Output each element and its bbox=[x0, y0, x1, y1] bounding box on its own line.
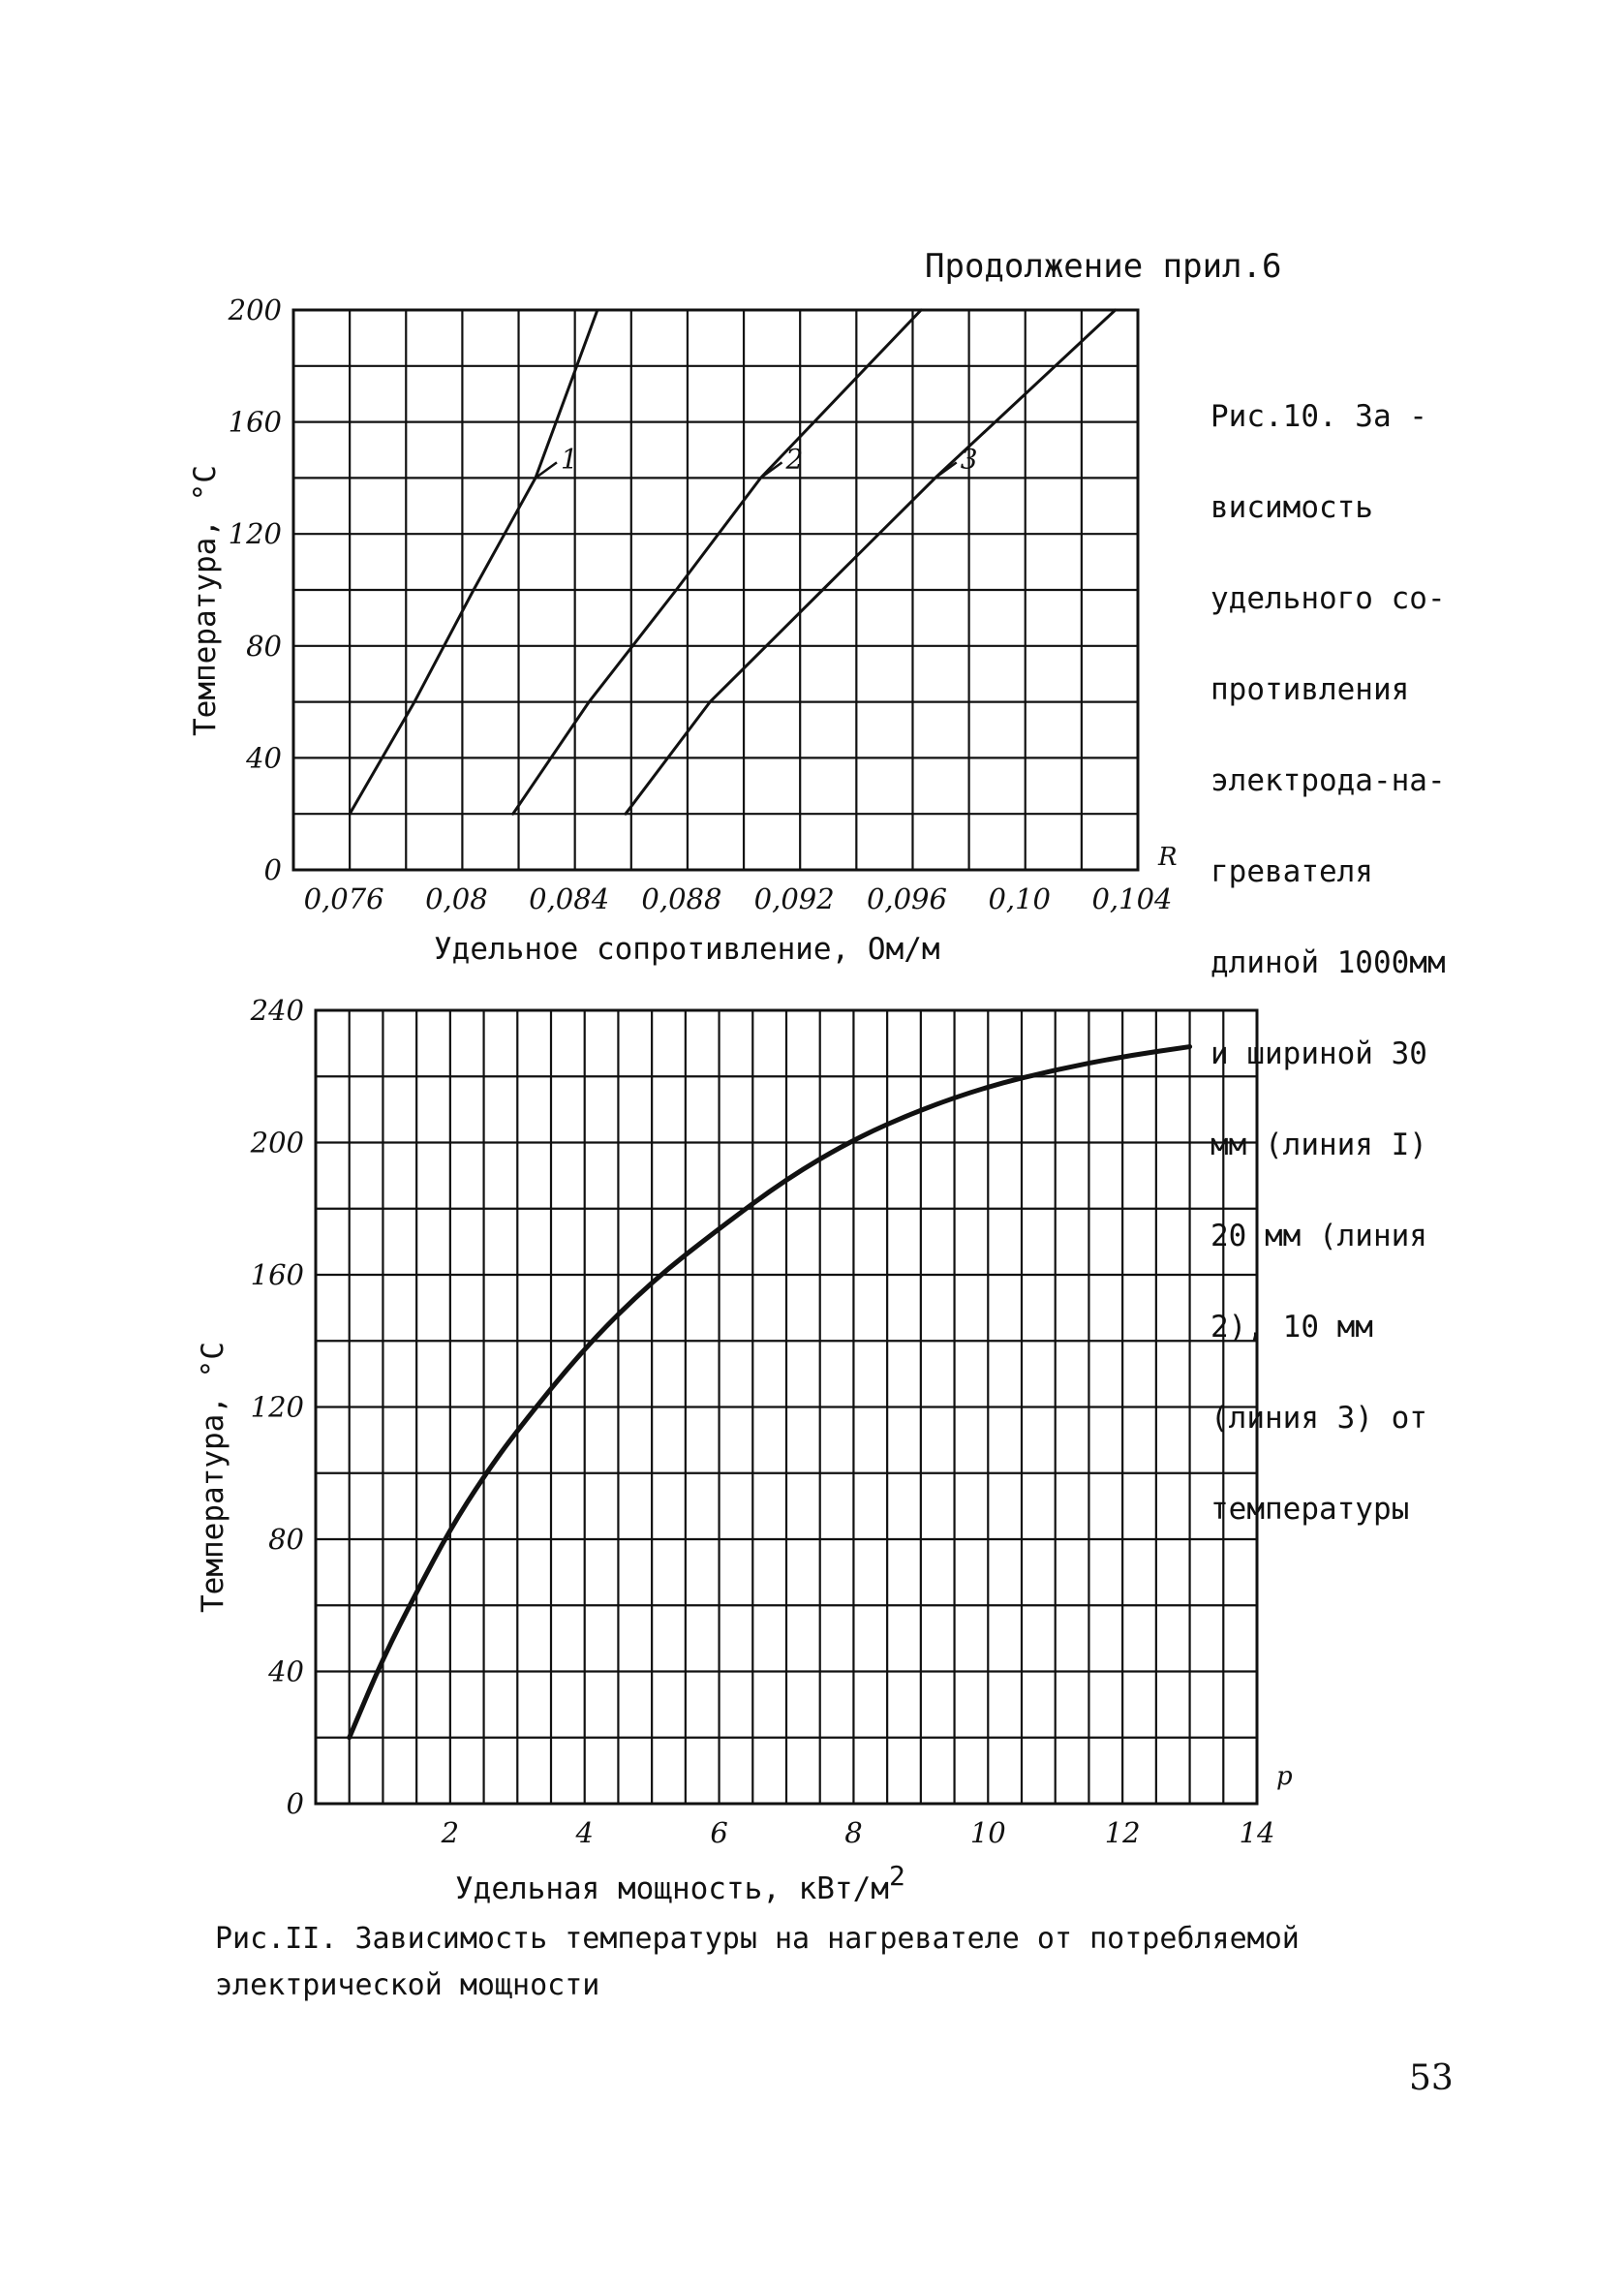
x-tick-label: 0,10 bbox=[988, 882, 1052, 915]
x-tick-label: 2 bbox=[441, 1816, 460, 1849]
figure10-caption-line: противления bbox=[1210, 672, 1410, 707]
x-tick-label: 0,088 bbox=[641, 882, 722, 915]
x-axis-symbol: R bbox=[1158, 843, 1178, 872]
x-axis-label: Удельная мощность, кВт/м2 bbox=[455, 1860, 905, 1906]
series-label: 2 bbox=[785, 443, 804, 476]
x-tick-label: 0,092 bbox=[753, 882, 835, 915]
page-number: 53 bbox=[1409, 2058, 1454, 2098]
x-tick-label: 0,104 bbox=[1091, 882, 1173, 915]
series-label: 1 bbox=[560, 443, 578, 476]
figure11-caption: Рис.II. Зависимость температуры на нагревателе от потребляемой электрической мощности bbox=[215, 1922, 1300, 2002]
figure10-caption-line: 20 мм (линия bbox=[1210, 1219, 1427, 1253]
figure10-caption-line: удельного со- bbox=[1210, 581, 1446, 616]
series-label: 3 bbox=[960, 443, 978, 476]
chart-resistance-vs-temperature bbox=[188, 294, 1178, 967]
x-tick-label: 12 bbox=[1104, 1816, 1141, 1849]
series-line-1 bbox=[350, 310, 598, 814]
figure10-caption-line: длиной 1000мм bbox=[1210, 945, 1446, 980]
y-tick-label: 160 bbox=[250, 1258, 304, 1291]
figure10-caption-line: висимость bbox=[1210, 490, 1373, 525]
y-axis-label: Температура, °C bbox=[196, 1342, 230, 1613]
figure10-caption-line: электрода-на- bbox=[1210, 763, 1446, 798]
y-axis-label: Температура, °C bbox=[188, 465, 223, 736]
series-line-T(p) bbox=[350, 1047, 1190, 1738]
x-tick-label: 10 bbox=[969, 1816, 1006, 1849]
y-tick-label: 0 bbox=[263, 853, 282, 886]
figure10-caption-line: 2), 10 мм bbox=[1210, 1310, 1373, 1345]
figure10-caption-line: мм (линия I) bbox=[1210, 1128, 1427, 1162]
x-tick-label: 0,08 bbox=[425, 882, 488, 915]
series-label-leader bbox=[935, 462, 957, 478]
figure10-caption-line: (линия 3) от bbox=[1210, 1401, 1427, 1436]
x-tick-label: 0,076 bbox=[303, 882, 384, 915]
x-tick-label: 0,084 bbox=[529, 882, 610, 915]
y-tick-label: 120 bbox=[250, 1390, 304, 1424]
figure10-caption-line: и шириной 30 bbox=[1210, 1036, 1427, 1071]
y-tick-label: 200 bbox=[228, 294, 282, 326]
y-tick-label: 80 bbox=[246, 629, 282, 663]
figure10-caption-line: температуры bbox=[1210, 1492, 1410, 1527]
y-tick-label: 120 bbox=[228, 517, 282, 551]
y-tick-label: 0 bbox=[286, 1787, 304, 1820]
x-axis-label-superscript: 2 bbox=[888, 1860, 905, 1892]
chart-temperature-vs-power bbox=[196, 994, 1293, 1906]
x-tick-label: 8 bbox=[844, 1816, 863, 1849]
y-tick-label: 40 bbox=[246, 741, 282, 775]
y-tick-label: 80 bbox=[268, 1523, 304, 1556]
y-tick-label: 40 bbox=[268, 1654, 304, 1688]
y-tick-label: 240 bbox=[250, 994, 304, 1027]
figure10-caption-line: Рис.10. За - bbox=[1210, 399, 1427, 434]
y-tick-label: 160 bbox=[228, 405, 282, 439]
x-axis-label: Удельное сопротивление, Ом/м bbox=[434, 932, 940, 967]
x-tick-label: 4 bbox=[575, 1816, 594, 1849]
figure10-caption-line: гревателя bbox=[1210, 854, 1373, 889]
y-tick-label: 200 bbox=[250, 1126, 304, 1159]
page-header: Продолжение прил.6 bbox=[925, 247, 1282, 286]
x-tick-label: 14 bbox=[1239, 1816, 1275, 1849]
x-tick-label: 6 bbox=[710, 1816, 728, 1849]
x-axis-symbol: p bbox=[1276, 1762, 1293, 1791]
x-tick-label: 0,096 bbox=[866, 882, 947, 915]
